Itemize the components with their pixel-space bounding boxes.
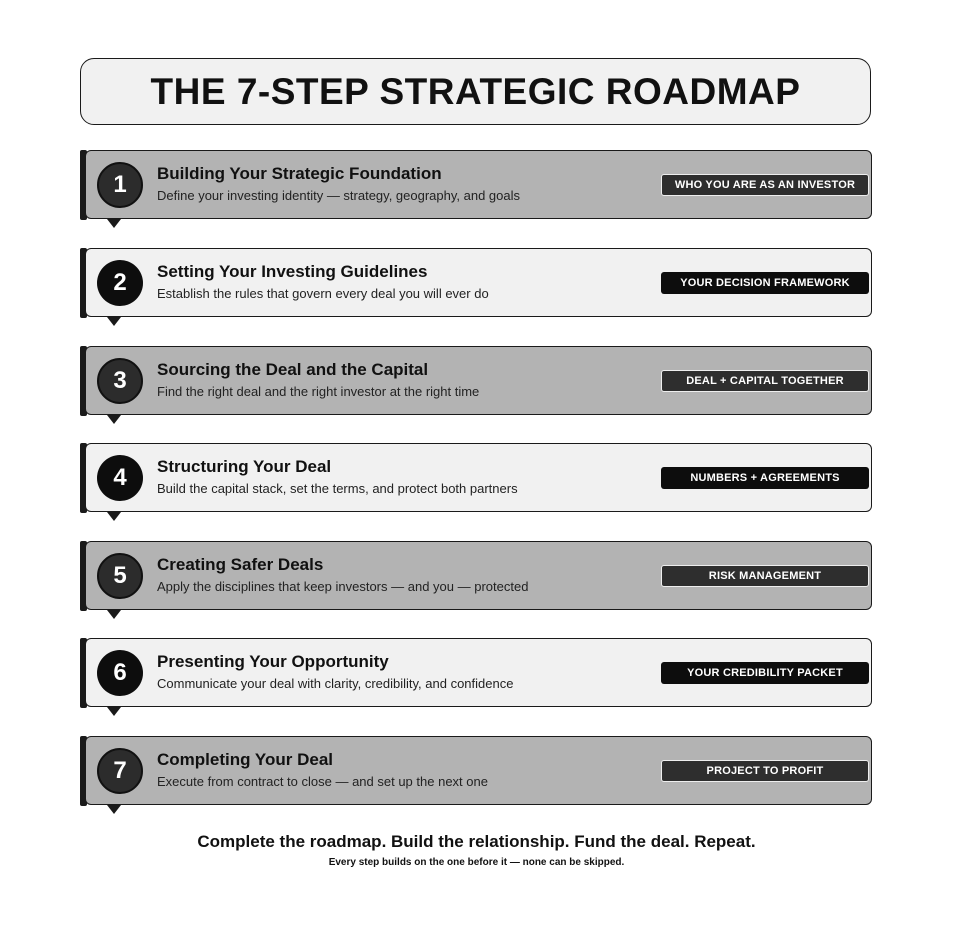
pointer-down-icon — [107, 219, 121, 228]
pointer-down-icon — [107, 512, 121, 521]
step-card — [85, 150, 872, 219]
step-heading: Setting Your Investing Guidelines — [157, 262, 428, 281]
step-number-badge: 4 — [97, 455, 143, 501]
pointer-down-icon — [107, 610, 121, 619]
pointer-down-icon — [107, 707, 121, 716]
title-box — [80, 58, 871, 125]
step-card — [85, 736, 872, 805]
pointer-down-icon — [107, 415, 121, 424]
step-heading: Sourcing the Deal and the Capital — [157, 360, 429, 379]
step-7 — [80, 736, 873, 806]
step-number-badge: 7 — [97, 748, 143, 794]
step-card — [85, 638, 872, 707]
step-description: Apply the disciplines that keep investors — and you — protected — [157, 579, 529, 594]
step-heading: Building Your Strategic Foundation — [157, 164, 442, 183]
step-heading: Presenting Your Opportunity — [157, 652, 389, 671]
step-4 — [80, 443, 873, 513]
step-3 — [80, 346, 873, 416]
step-heading: Completing Your Deal — [157, 750, 334, 769]
step-tag: NUMBERS + AGREEMENTS — [661, 467, 869, 489]
step-1 — [80, 150, 873, 220]
step-number-badge: 5 — [97, 553, 143, 599]
step-number-badge: 1 — [97, 162, 143, 208]
step-2 — [80, 248, 873, 318]
step-description: Define your investing identity — strategy, geography, and goals — [157, 188, 521, 203]
step-heading: Structuring Your Deal — [157, 457, 332, 476]
pointer-down-icon — [107, 805, 121, 814]
step-heading: Creating Safer Deals — [157, 555, 324, 574]
step-card — [85, 541, 872, 610]
step-tag: RISK MANAGEMENT — [661, 565, 869, 587]
step-5 — [80, 541, 873, 611]
step-6 — [80, 638, 873, 708]
step-number-badge: 3 — [97, 358, 143, 404]
pointer-down-icon — [107, 317, 121, 326]
step-description: Execute from contract to close — and set up the next one — [157, 774, 488, 789]
footer-note: Every step builds on the one before it — none can be skipped. — [328, 857, 625, 868]
step-tag: DEAL + CAPITAL TOGETHER — [661, 370, 869, 392]
step-description: Build the capital stack, set the terms, and protect both partners — [157, 481, 518, 496]
step-number-badge: 2 — [97, 260, 143, 306]
step-tag: YOUR DECISION FRAMEWORK — [661, 272, 869, 294]
page-title: THE 7-STEP STRATEGIC ROADMAP — [150, 70, 801, 112]
step-number-badge: 6 — [97, 650, 143, 696]
step-tag: YOUR CREDIBILITY PACKET — [661, 662, 869, 684]
step-description: Find the right deal and the right investor at the right time — [157, 384, 480, 399]
step-tag: PROJECT TO PROFIT — [661, 760, 869, 782]
step-card — [85, 443, 872, 512]
step-description: Establish the rules that govern every deal you will ever do — [157, 286, 489, 301]
footer-tagline: Complete the roadmap. Build the relationship. Fund the deal. Repeat. — [197, 832, 756, 851]
step-tag: WHO YOU ARE AS AN INVESTOR — [661, 174, 869, 196]
step-card — [85, 346, 872, 415]
step-card — [85, 248, 872, 317]
step-description: Communicate your deal with clarity, credibility, and confidence — [157, 676, 514, 691]
